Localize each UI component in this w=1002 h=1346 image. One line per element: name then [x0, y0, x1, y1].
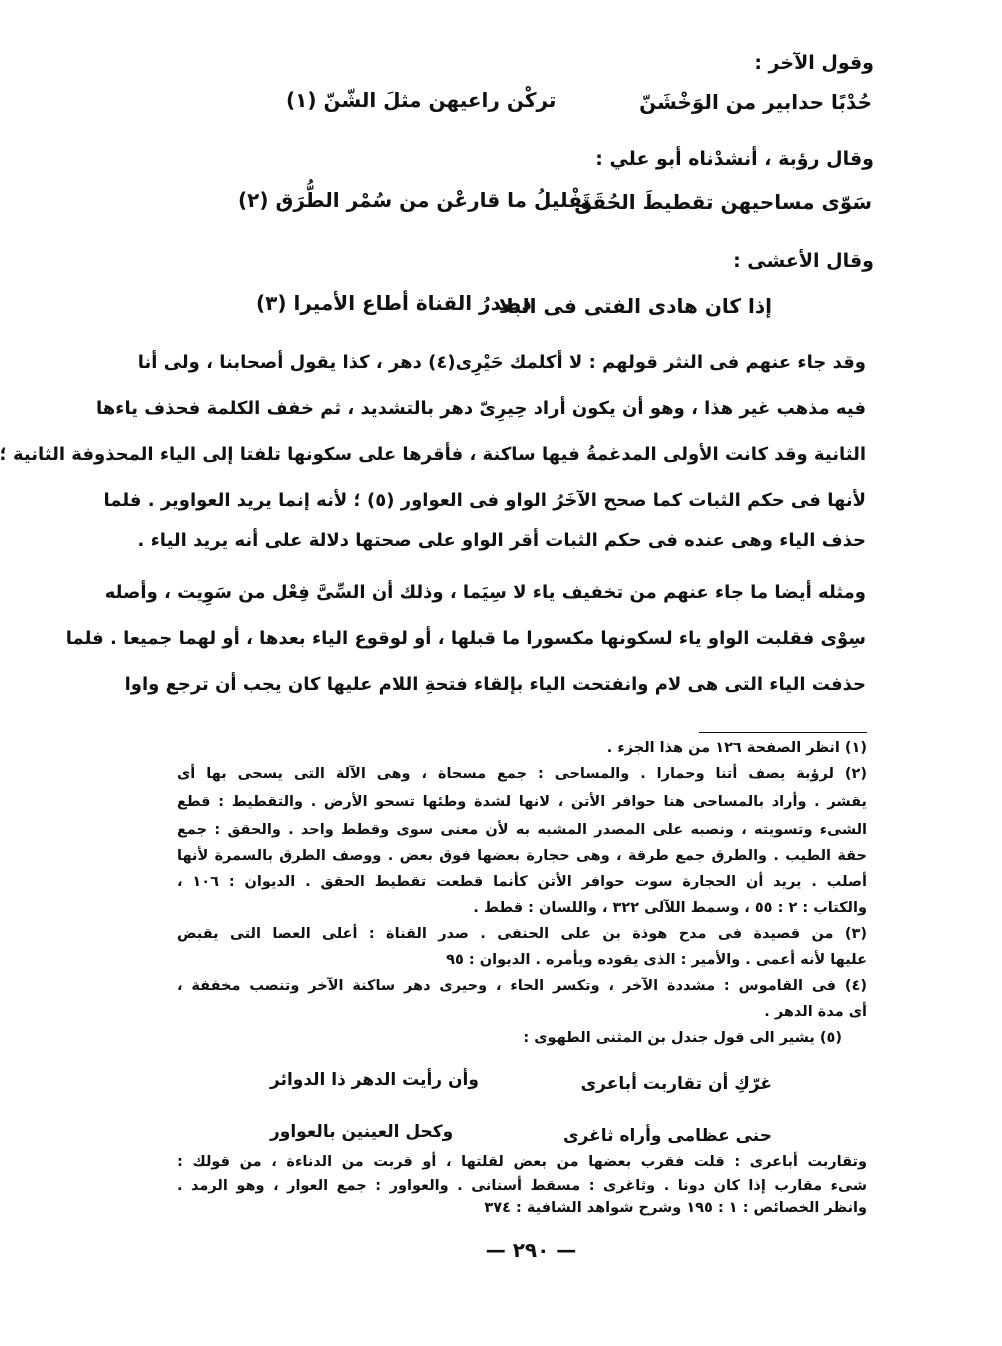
paragraph-line: سِوْى فقلبت الواو ياء لسكونها مكسورا ما قبلها ، أو لوقوع الياء بعدها ، أو لهما جميعا . فلما — [65, 628, 866, 649]
verse-hemistich-second: دصدرُ القناة أطاع الأميرا (٣) — [256, 291, 532, 315]
footnote-2-line: أصلب . يريد أن الحجارة سوت حوافر الأتن كأنما قطعت تقطيط الحقق . الديوان : ١٠٦ ، — [177, 874, 867, 890]
verse-hemistich-second: تَفْليلُ ما قارعْن من سُمْر الطُّرَق (٢) — [238, 188, 591, 212]
verse-hemistich-first: سَوّى مساحيهن تقطيطَ الحُقَق — [574, 190, 872, 214]
paragraph-line: ومثله أيضا ما جاء عنهم من تخفيف ياء لا سِيَما ، وذلك أن السِّىَّ فِعْل من سَوِيت ، وأصله — [104, 582, 866, 603]
footnote-5-line: وتقاربت أباعرى : قلت فقرب بعضها من بعض لقلتها ، أو قربت من الدناءة ، من قولك : — [177, 1154, 867, 1170]
quote-intro: وقول الآخر : — [754, 52, 874, 74]
footnote-verse-hemistich-first: حنى عظامى وأراه ثاغرى — [562, 1126, 772, 1146]
footnote-1: (١) انظر الصفحة ١٢٦ من هذا الجزء . — [606, 740, 867, 756]
footnote-5-intro: (٥) يشير الى قول جندل بن المثنى الطهوى : — [523, 1030, 842, 1046]
verse-hemistich-second: تركْن راعيهن مثلَ الشّنّ (١) — [286, 88, 557, 112]
footnote-verse-hemistich-second: وأن رأيت الدهر ذا الدوائر — [270, 1070, 479, 1090]
paragraph-line: فيه مذهب غير هذا ، وهو أن يكون أراد حِيرِىّ دهر بالتشديد ، ثم خفف الكلمة فحذف ياءها — [96, 398, 866, 419]
footnote-4-line: أى مدة الدهر . — [764, 1004, 867, 1020]
verse-hemistich-first: إذا كان هادى الفتى فى البلا — [498, 294, 772, 318]
footnote-3-line: عليها لأنه أعمى . والأمير : الذى يقوده ويأمره . الديوان : ٩٥ — [446, 952, 867, 968]
footnote-2-line: يقشر . وأراد بالمساحى هنا حوافر الأتن ، لانها لشدة وطئها تسحو الأرض . والتقطيط : قطع — [177, 794, 867, 810]
paragraph-line: لأنها فى حكم الثبات كما صحح الآخَرُ الواو فى العواور (٥) ؛ لأنه إنما يريد العواوير . فلما — [103, 490, 866, 511]
footnote-5-line: شىء مقارب إذا كان دونا . وثاغرى : مسقط أسنانى . والعواور : جمع العوار ، وهو الرمد . — [177, 1178, 867, 1194]
verse-hemistich-first: حُدْبًا حدابير من الوَخْشَنّ — [639, 90, 872, 114]
footnote-2-line: الشىء وتسويته ، ونصبه على المصدر المشبه به لأن معنى سوى وقطط واحد . والحقق : جمع — [177, 822, 867, 838]
paragraph-line: حذفت الياء التى هى لام وانفتحت الياء بإلقاء فتحةِ اللام عليها كان يجب أن ترجع واوا — [124, 674, 866, 695]
footnote-2-line: حقة الطيب . والطرق جمع طرقة ، وهى حجارة بعضها فوق بعض . ووصف الطرق بالسمرة لأنها — [177, 848, 867, 864]
footnote-4-line: (٤) فى القاموس : مشددة الآخر ، وتكسر الحاء ، وحيرى دهر ساكنة الآخر وتنصب مخففة ، — [177, 978, 867, 994]
footnote-2-line: (٢) لرؤبة يصف أتنا وحمارا . والمساحى : جمع مسحاة ، وهى الآلة التى يسحى بها أى — [177, 766, 867, 782]
footnote-2-line: والكتاب : ٢ : ٥٥ ، وسمط اللآلى ٣٢٢ ، واللسان : قطط . — [473, 900, 867, 916]
paragraph-line: وقد جاء عنهم فى النثر قولهم : لا أكلمك حَيْرِى(٤) دهر ، كذا يقول أصحابنا ، ولى أنا — [137, 352, 866, 373]
footnote-verse-hemistich-second: وكحل العينين بالعواور — [270, 1122, 454, 1142]
quote-intro: وقال الأعشى : — [733, 250, 874, 272]
footnote-verse-hemistich-first: غرّكِ أن تقاربت أباعرى — [580, 1074, 772, 1094]
page-number: — ٢٩٠ — — [485, 1238, 577, 1262]
footnote-3-line: (٣) من قصيدة فى مدح هوذة بن على الحنفى . صدر القناة : أعلى العصا التى يقبض — [177, 926, 867, 942]
paragraph-line: الثانية وقد كانت الأولى المدغمةُ فيها ساكنة ، فأقرها على سكونها تلفتا إلى الياء المحذوفة الثانية ؛ — [0, 444, 866, 465]
footnote-separator — [699, 732, 867, 733]
paragraph-line: حذف الياء وهى عنده فى حكم الثبات أقر الواو على صحتها دلالة على أنه يريد الياء . — [137, 530, 866, 551]
footnote-5-line: وانظر الخصائص : ١ : ١٩٥ وشرح شواهد الشافية : ٣٧٤ — [484, 1200, 867, 1216]
quote-intro: وقال رؤبة ، أنشدْناه أبو علي : — [595, 148, 874, 170]
